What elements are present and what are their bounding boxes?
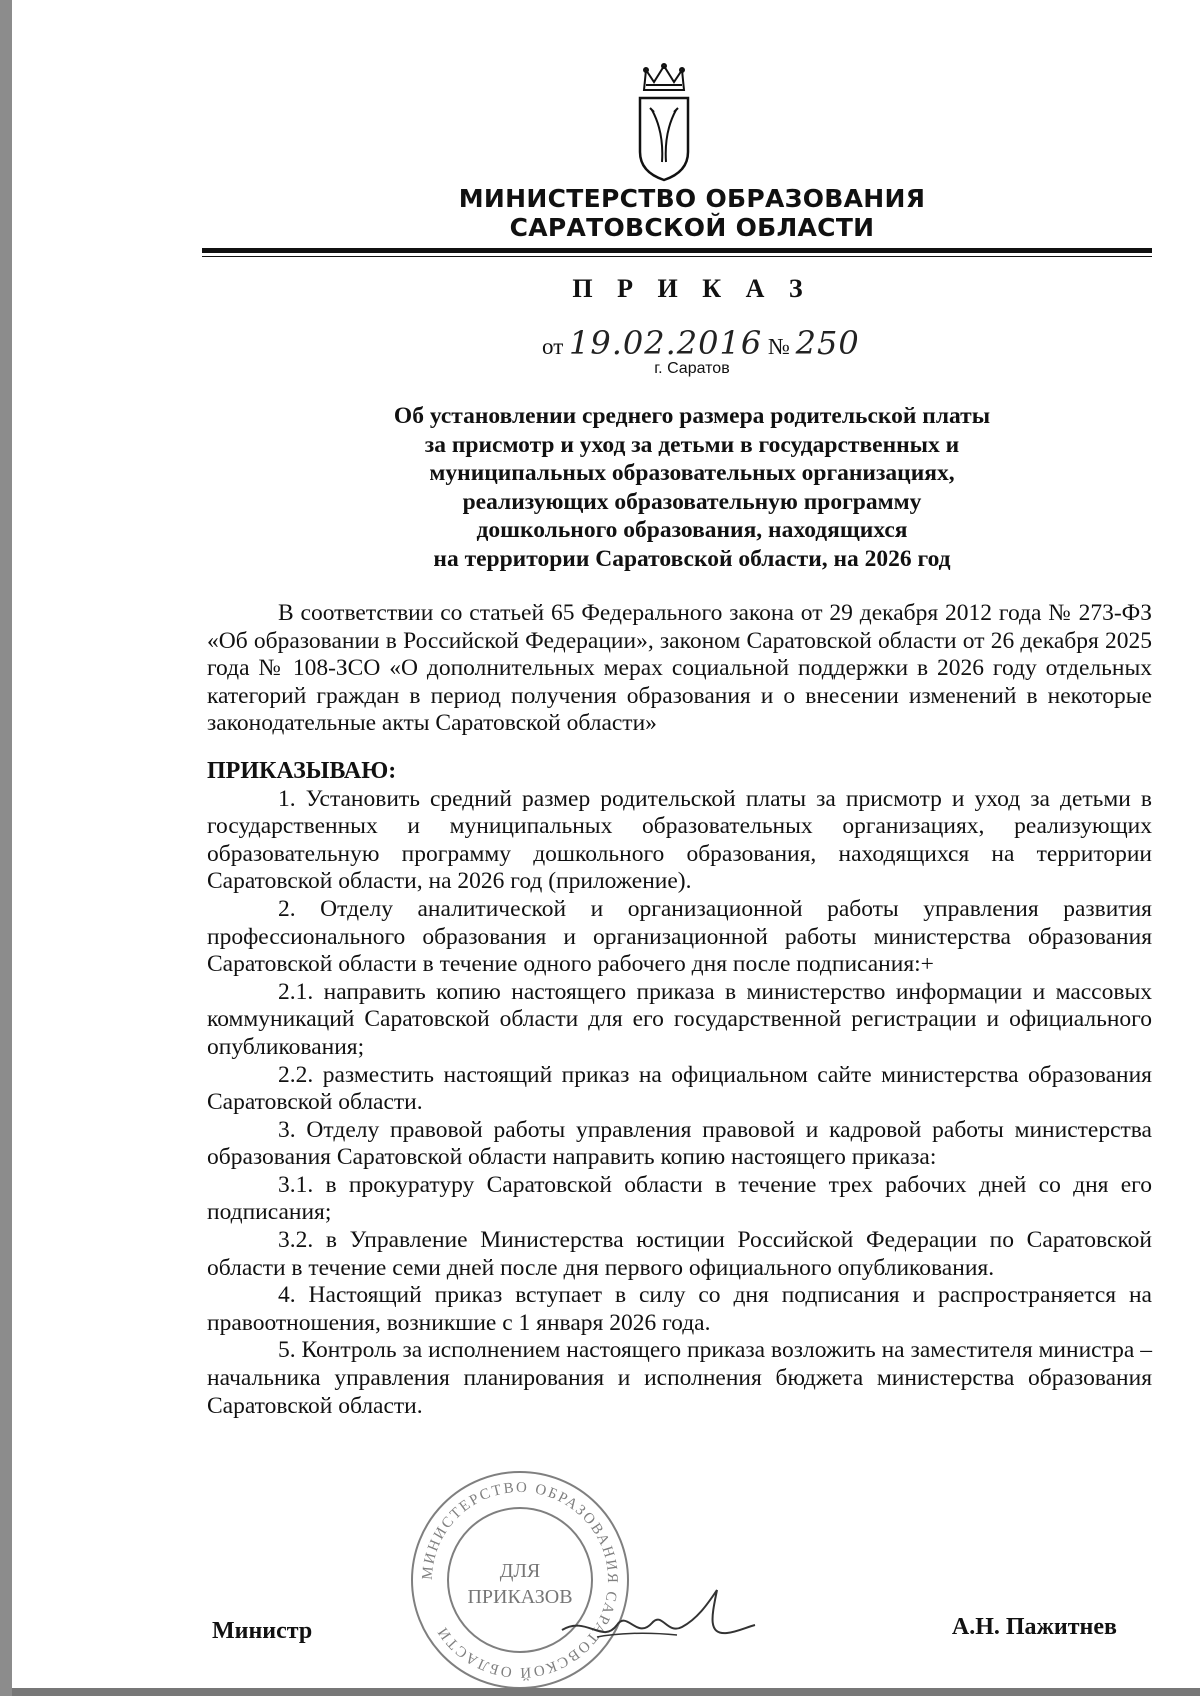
order-item: 2. Отделу аналитической и организационной работы управления развития профессионального образования и организационной работы министерства образования Саратовской области в течение одного рабочего дня после подписания:+ [207,895,1152,978]
title-line: Об установлении среднего размера родительской платы [393,403,991,429]
ministry-name [192,184,1192,242]
order-item: 2.2. разместить настоящий приказ на официальном сайте министерства образования Саратовской области. [207,1061,1152,1116]
date-prefix: от [542,334,564,359]
order-dateline [542,324,860,362]
title-line: муниципальных образовательных организациях, [429,460,955,486]
order-body [207,600,1152,1420]
order-item: 1. Установить средний размер родительской платы за присмотр и уход за детьми в государственных и муниципальных образовательных организациях, реализующих образовательную программу дошкольного образования, находящихся на территории Саратовской области, на 2026 год (приложение). [207,785,1152,895]
number-sign: № [767,334,790,359]
ministry-line-1: МИНИСТЕРСТВО ОБРАЗОВАНИЯ [458,184,926,213]
city-label: г. Саратов [654,360,730,377]
order-item: 2.1. направить копию настоящего приказа в министерство информации и массовых коммуникаций Саратовской области для его государственной регистрации и официального опубликования; [207,978,1152,1060]
document-page [12,0,1200,1696]
order-item: 4. Настоящий приказ вступает в силу со дня подписания и распространяется на правоотношения, возникшие с 1 января 2026 года. [207,1282,1152,1336]
order-item: 3.2. в Управление Министерства юстиции Российской Федерации по Саратовской области в течение семи дней после дня первого официального опубликования. [207,1227,1152,1281]
ministry-line-2: САРАТОВСКОЙ ОБЛАСТИ [509,213,875,242]
stamp-ring-text: МИНИСТЕРСТВО ОБРАЗОВАНИЯ САРАТОВСКОЙ ОБЛАСТИ [419,1479,621,1681]
header-divider-thin [202,256,1152,257]
order-item: 3. Отделу правовой работы управления правовой и кадровой работы министерства образования Саратовской области направить копию настоящего приказа: [207,1116,1152,1171]
title-line: дошкольного образования, находящихся [476,517,908,543]
order-title [192,402,1192,573]
handwritten-date: 19.02.2016 [569,324,763,362]
order-keyword: ПРИКАЗЫВАЮ: [207,757,397,784]
header-divider-thick [202,248,1152,253]
title-line: реализующих образовательную программу [462,488,922,515]
order-item: 5. Контроль за исполнением настоящего приказа возложить на заместителя министра – начальника управления планирования и исполнения бюджета министерства образования Саратовской области. [207,1337,1152,1419]
intro-paragraph: В соответствии со статьей 65 Федерального закона от 29 декабря 2012 года № 273-ФЗ «Об образовании в Российской Федерации», законом Саратовской области от 26 декабря 2025 года № 108-ЗСО «О дополнительных мерах социальной поддержки в 2026 году отдельных категорий граждан в период получения образования и о внесении изменений в некоторые законодательные акты Саратовской области» [207,600,1152,737]
stamp-inner-line-1: ДЛЯ [499,1560,541,1582]
handwritten-number: 250 [795,324,860,362]
coat-of-arms-emblem [634,62,694,192]
signatory-name: А.Н. Пажитнев [951,1614,1117,1640]
title-line: на территории Саратовской области, на 2026 год [433,545,951,572]
document-type: П Р И К А З [572,274,812,303]
scan-bottom-edge [12,1688,1200,1696]
handwritten-signature [557,1575,757,1665]
title-line: за присмотр и уход за детьми в государственных и [424,431,960,458]
order-item: 3.1. в прокуратуру Саратовской области в течение трех рабочих дней со дня его подписания; [207,1171,1152,1226]
stamp-inner-line-2: ПРИКАЗОВ [467,1586,573,1608]
signatory-title: Министр [212,1618,313,1644]
